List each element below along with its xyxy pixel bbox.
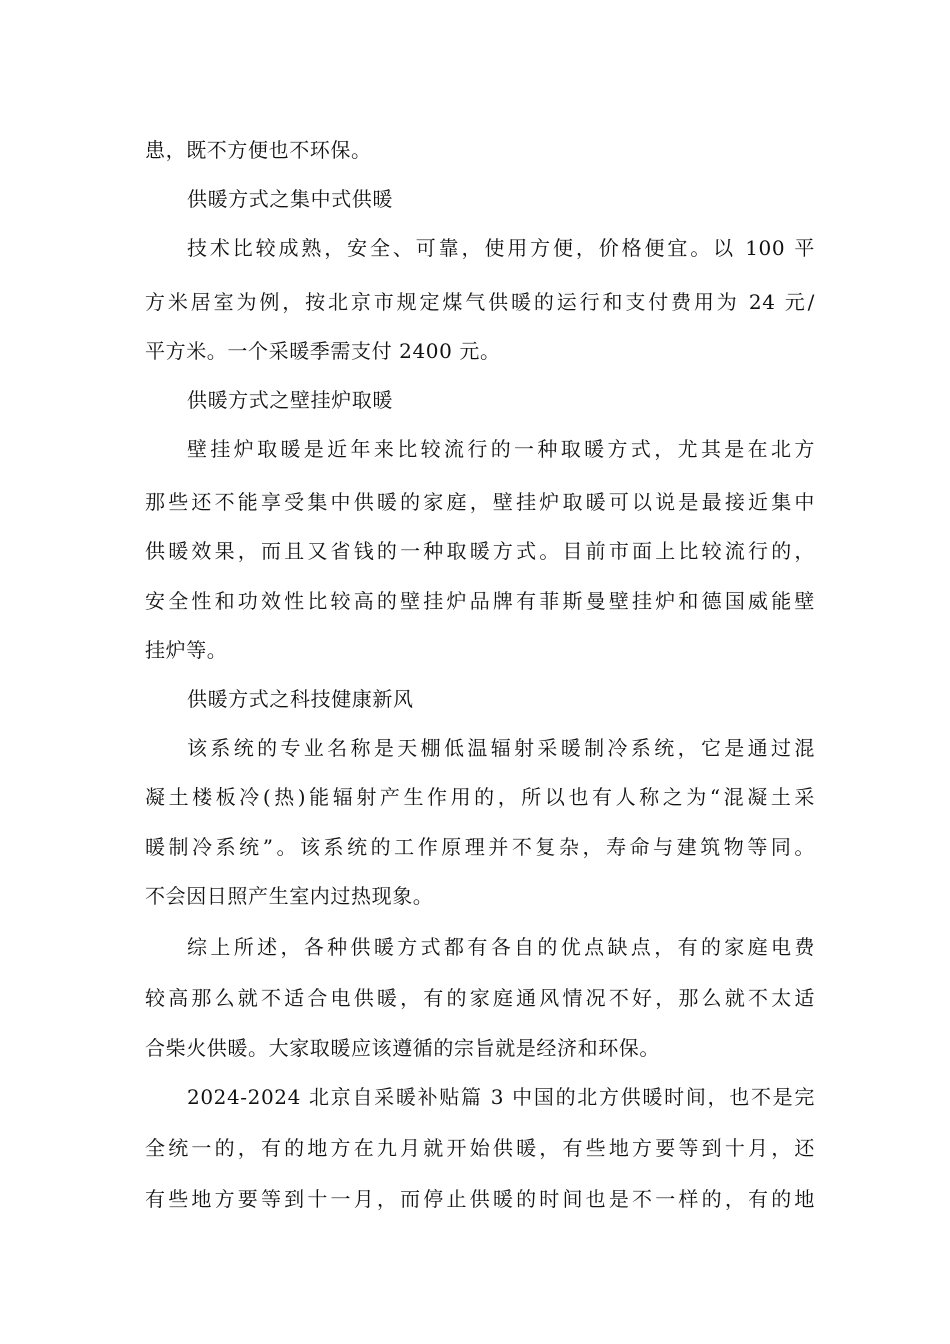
paragraph-line: 平方米。一个采暖季需支付 2400 元。 bbox=[145, 339, 501, 363]
paragraph-line: 那些还不能享受集中供暖的家庭，壁挂炉取暖可以说是最接近集中 bbox=[145, 490, 815, 514]
paragraph-line: 方米居室为例，按北京市规定煤气供暖的运行和支付费用为 24 元/ bbox=[145, 290, 815, 314]
paragraph-line: 全统一的，有的地方在九月就开始供暖，有些地方要等到十月，还 bbox=[145, 1136, 815, 1160]
paragraph-line: 凝土楼板冷(热)能辐射产生作用的，所以也有人称之为“混凝土采 bbox=[145, 785, 815, 809]
paragraph-line: 暖制冷系统”。该系统的工作原理并不复杂，寿命与建筑物等同。 bbox=[145, 835, 815, 859]
paragraph-line: 患，既不方便也不环保。 bbox=[145, 138, 372, 162]
paragraph-line: 技术比较成熟，安全、可靠，使用方便，价格便宜。以 100 平 bbox=[187, 236, 815, 260]
section-heading: 供暖方式之科技健康新风 bbox=[187, 687, 414, 711]
paragraph-line: 有些地方要等到十一月，而停止供暖的时间也是不一样的，有的地 bbox=[145, 1187, 815, 1211]
paragraph-line: 壁挂炉取暖是近年来比较流行的一种取暖方式，尤其是在北方 bbox=[187, 437, 815, 461]
paragraph-line: 合柴火供暖。大家取暖应该遵循的宗旨就是经济和环保。 bbox=[145, 1036, 660, 1060]
section-heading: 供暖方式之集中式供暖 bbox=[187, 187, 393, 211]
paragraph-line: 安全性和功效性比较高的壁挂炉品牌有菲斯曼壁挂炉和德国威能壁 bbox=[145, 589, 815, 613]
paragraph-line: 较高那么就不适合电供暖，有的家庭通风情况不好，那么就不太适 bbox=[145, 986, 815, 1010]
paragraph-line: 不会因日照产生室内过热现象。 bbox=[145, 884, 434, 908]
paragraph-line: 2024-2024 北京自采暖补贴篇 3 中国的北方供暖时间，也不是完 bbox=[187, 1085, 815, 1109]
paragraph-line: 挂炉等。 bbox=[145, 638, 228, 662]
section-heading: 供暖方式之壁挂炉取暖 bbox=[187, 388, 393, 412]
paragraph-line: 供暖效果，而且又省钱的一种取暖方式。目前市面上比较流行的， bbox=[145, 539, 815, 563]
paragraph-line: 该系统的专业名称是天棚低温辐射采暖制冷系统，它是通过混 bbox=[187, 736, 815, 760]
paragraph-line: 综上所述，各种供暖方式都有各自的优点缺点，有的家庭电费 bbox=[187, 935, 815, 959]
